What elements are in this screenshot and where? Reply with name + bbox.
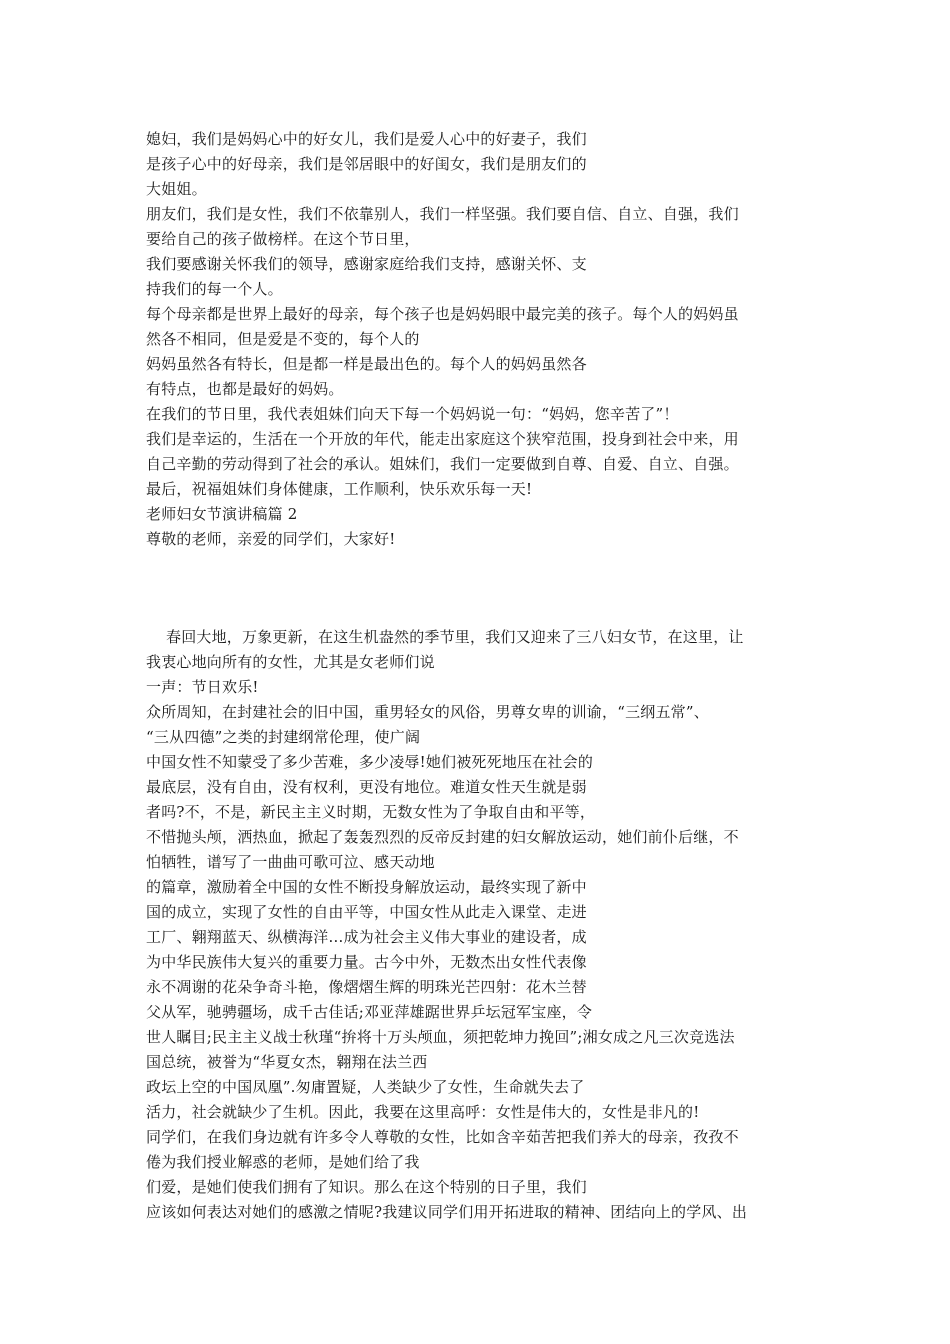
text-line: 倦为我们授业解惑的老师，是她们给了我 (146, 1153, 420, 1171)
text-line: 中国女性不知蒙受了多少苦难，多少凌辱!她们被死死地压在社会的 (146, 753, 594, 771)
text-line: 每个母亲都是世界上最好的母亲，每个孩子也是妈妈眼中最完美的孩子。每个人的妈妈虽 (146, 305, 739, 323)
text-line: 最底层，没有自由，没有权利，更没有地位。难道女性天生就是弱 (146, 778, 587, 796)
section-heading: 老师妇女节演讲稿篇 2 (146, 505, 298, 523)
text-line: 持我们的每一个人。 (146, 280, 283, 298)
text-line: 同学们，在我们身边就有许多令人尊敬的女性，比如含辛茹苦把我们养大的母亲，孜孜不 (146, 1128, 739, 1146)
text-line: 我衷心地向所有的女性，尤其是女老师们说 (146, 653, 435, 671)
text-line: 工厂、翱翔蓝天、纵横海洋…成为社会主义伟大事业的建设者，成 (146, 928, 587, 946)
text-line: 永不凋谢的花朵争奇斗艳，像熠熠生辉的明珠光芒四射：花木兰替 (146, 978, 587, 996)
text-line: 自己辛勤的劳动得到了社会的承认。姐妹们，我们一定要做到自尊、自爱、自立、自强。 (146, 455, 739, 473)
text-line: 朋友们，我们是女性，我们不依靠别人，我们一样坚强。我们要自信、自立、自强，我们 (146, 205, 739, 223)
text-line: 春回大地，万象更新，在这生机盎然的季节里，我们又迎来了三八妇女节，在这里，让 (166, 628, 744, 646)
text-line: 应该如何表达对她们的感激之情呢?我建议同学们用开拓进取的精神、团结向上的学风、出 (146, 1203, 748, 1221)
text-line: 大姐姐。 (146, 180, 207, 198)
text-line: 为中华民族伟大复兴的重要力量。古今中外，无数杰出女性代表像 (146, 953, 587, 971)
text-line: 我们是幸运的，生活在一个开放的年代，能走出家庭这个狭窄范围，投身到社会中来，用 (146, 430, 739, 448)
text-line: 不惜抛头颅，洒热血，掀起了轰轰烈烈的反帝反封建的妇女解放运动，她们前仆后继，不 (146, 828, 739, 846)
text-line: 父从军，驰骋疆场，成千古佳话;邓亚萍雄踞世界乒坛冠军宝座，令 (146, 1003, 593, 1021)
text-line: 媳妇，我们是妈妈心中的好女儿，我们是爱人心中的好妻子，我们 (146, 130, 587, 148)
text-line: “三从四德”之类的封建纲常伦理，使广阔 (146, 728, 421, 746)
text-line: 最后，祝福姐妹们身体健康，工作顺利，快乐欢乐每一天! (146, 480, 533, 498)
text-line: 我们要感谢关怀我们的领导，感谢家庭给我们支持，感谢关怀、支 (146, 255, 587, 273)
text-line: 怕牺牲，谱写了一曲曲可歌可泣、感天动地 (146, 853, 435, 871)
text-line: 众所周知，在封建社会的旧中国，重男轻女的风俗，男尊女卑的训谕，“三纲五常”、 (146, 703, 709, 721)
text-line: 活力，社会就缺少了生机。因此，我要在这里高呼：女性是伟大的，女性是非凡的! (146, 1103, 700, 1121)
text-line: 政坛上空的中国凤凰”.匆庸置疑，人类缺少了女性，生命就失去了 (146, 1078, 585, 1096)
text-line: 者吗?不，不是，新民主主义时期，无数女性为了争取自由和平等， (146, 803, 596, 821)
text-line: 尊敬的老师，亲爱的同学们，大家好! (146, 530, 396, 548)
text-line: 妈妈虽然各有特长，但是都一样是最出色的。每个人的妈妈虽然各 (146, 355, 587, 373)
text-line: 的篇章，激励着全中国的女性不断投身解放运动，最终实现了新中 (146, 878, 587, 896)
text-line: 一声：节日欢乐! (146, 678, 259, 696)
text-line: 是孩子心中的好母亲，我们是邻居眼中的好闺女，我们是朋友们的 (146, 155, 587, 173)
text-line: 国总统，被誉为“华夏女杰，翱翔在法兰西 (146, 1053, 428, 1071)
text-line: 有特点，也都是最好的妈妈。 (146, 380, 344, 398)
text-line: 要给自己的孩子做榜样。在这个节日里， (146, 230, 420, 248)
text-line: 然各不相同，但是爱是不变的，每个人的 (146, 330, 420, 348)
text-line: 在我们的节日里，我代表姐妹们向天下每一个妈妈说一句：“妈妈，您辛苦了”！ (146, 405, 679, 423)
text-line: 国的成立，实现了女性的自由平等，中国女性从此走入课堂、走进 (146, 903, 587, 921)
text-line: 们爱，是她们使我们拥有了知识。那么在这个特别的日子里，我们 (146, 1178, 587, 1196)
text-line: 世人瞩目;民主主义战士秋瑾“拚将十万头颅血，须把乾坤力挽回”;湘女成之凡三次竞选法 (146, 1028, 735, 1046)
